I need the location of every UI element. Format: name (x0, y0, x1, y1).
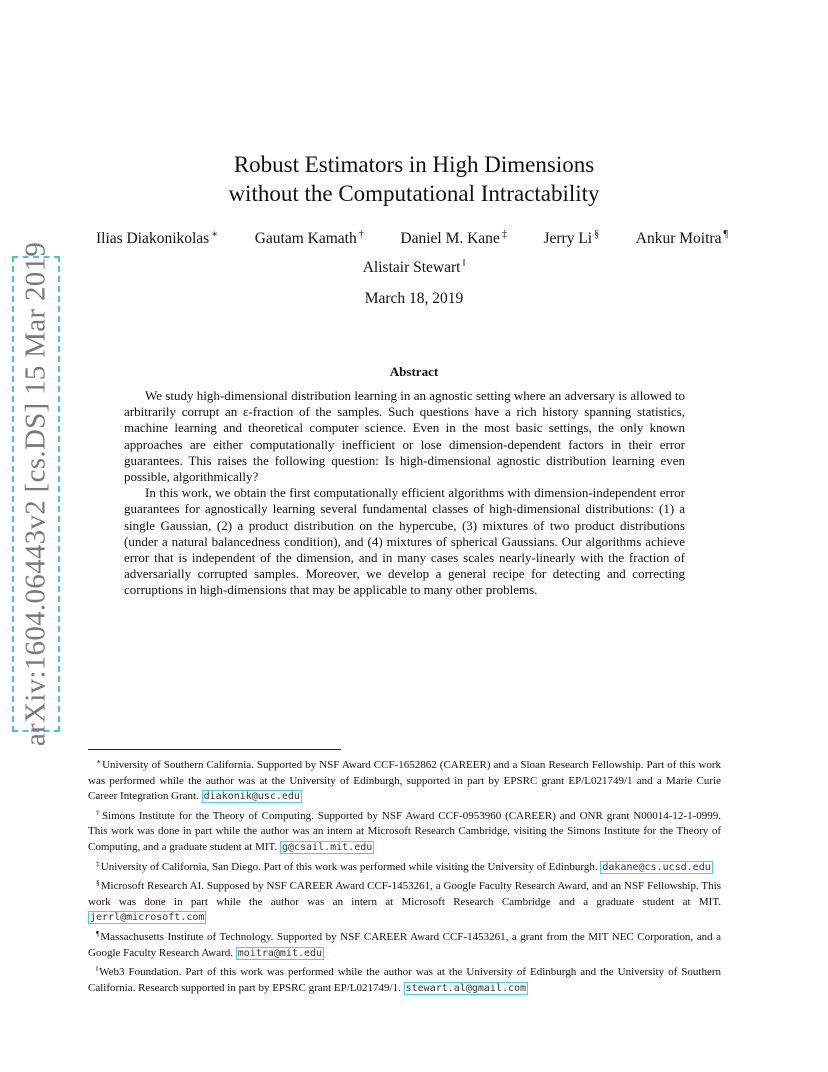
author-name: Daniel M. Kane (400, 230, 500, 247)
footnote (88, 754, 721, 805)
footnote-text: Simons Institute for the Theory of Computing. Supported by NSF Award CCF-0953960 (CAREER) and ONR grant N00014-12-1-0999. This work was done in part while the author was an intern at Microsoft Research Cambridge, visiting the Simons Institute for the Theory of Computing, and a graduate student at MIT. (88, 809, 721, 853)
author-name: Jerry Li (543, 230, 593, 247)
footnote-text: Web3 Foundation. Part of this work was performed while the author was at the University of Edinburgh and the University of Southern California. Research supported in part by EPSRC grant EP/L021749/1. (88, 966, 721, 994)
author-name: Ilias Diakonikolas (96, 230, 210, 247)
footnote-mark: ‡ (96, 858, 100, 868)
footnote-text: University of California, San Diego. Part of this work was performed while visiting the University of Edinburgh. (100, 860, 598, 873)
abstract-heading: Abstract (389, 364, 439, 379)
abstract-body (124, 388, 685, 599)
author-name: Gautam Kamath (254, 230, 357, 247)
footnote-mark: § (96, 878, 100, 888)
author-mark: ‡ (501, 229, 507, 240)
footnote-mark: ∗ (96, 757, 102, 766)
author (543, 229, 599, 248)
footnote (88, 805, 721, 856)
abstract-paragraph: We study high-dimensional distribution learning in an agnostic setting where an adversary is allowed to arbitrarily corrupt an ε-fraction of the samples. Such questions have a rich history spanning statistics, machine learning and theoretical computer science. Even in the most basic settings, the only known approaches are either computationally inefficient or lose dimension-dependent factors in their error guarantees. This raises the following question: Is high-dimensional agnostic distribution learning even possible, algorithmically? (124, 388, 685, 485)
email-link[interactable]: stewart.al@gmail.com (405, 982, 527, 994)
author-list (96, 229, 728, 248)
author-name: Alistair Stewart (362, 259, 461, 276)
footnote-mark: ¶ (96, 928, 100, 938)
author (0, 258, 828, 277)
email-link[interactable]: dakane@cs.ucsd.edu (602, 861, 711, 873)
footnote-text: University of Southern California. Supported by NSF Award CCF-1652862 (CAREER) and a Sloan Research Fellowship. Part of this work was performed while the author was at the University of Edinburgh, supported in part by EPSRC grant EP/L021749/1 and a Marie Curie Career Integration Grant. (88, 759, 721, 803)
paper-title (0, 150, 828, 208)
title-line-1: Robust Estimators in High Dimensions (233, 152, 595, 177)
footnote-text: Microsoft Research AI. Supposed by NSF CAREER Award CCF-1453261, a Google Faculty Research Award, and an NSF Fellowship. This work was done in part while the author was an intern at Microsoft Research Cambridge and a graduate student at MIT. (88, 880, 721, 908)
footnote-text: Massachusetts Institute of Technology. Supported by NSF CAREER Award CCF-1453261, a grant from the MIT NEC Corporation, and a Google Faculty Research Award. (88, 930, 721, 959)
footnotes (88, 754, 721, 996)
footnote (88, 856, 721, 876)
author-mark: ‖ (462, 258, 466, 269)
footnote-mark: ‖ (96, 964, 99, 974)
author (96, 229, 218, 248)
footnote-rule (88, 749, 341, 750)
author-name: Ankur Moitra (635, 230, 722, 247)
arxiv-identifier-stamp[interactable] (12, 241, 60, 747)
footnote (88, 875, 721, 926)
author-mark: ∗ (211, 229, 219, 240)
author-mark: † (358, 229, 364, 240)
publication-date: March 18, 2019 (364, 290, 464, 307)
footnote (88, 926, 721, 961)
author (400, 229, 506, 248)
title-line-2: without the Computational Intractability (228, 181, 600, 206)
email-link[interactable]: jerrl@microsoft.com (90, 912, 205, 924)
author (636, 229, 728, 248)
author-mark: ¶ (723, 229, 728, 240)
footnote (88, 961, 721, 996)
email-link[interactable]: moitra@mit.edu (237, 947, 323, 959)
email-link[interactable]: g@csail.mit.edu (281, 841, 373, 853)
arxiv-identifier-text: arXiv:1604.06443v2 [cs.DS] 15 Mar 2019 (19, 241, 52, 747)
author-mark: § (594, 229, 600, 240)
author (255, 229, 364, 248)
abstract-paragraph: In this work, we obtain the first computationally efficient algorithms with dimension-independent error guarantees for agnostically learning several fundamental classes of high-dimensional distributions: (1) a single Gaussian, (2) a product distribution on the hypercube, (3) mixtures of two product distributions (under a natural balancedness condition), and (4) mixtures of spherical Gaussians. Our algorithms achieve error that is independent of the dimension, and in many cases scales nearly-linearly with the fraction of adversarially corrupted samples. Moreover, we develop a general recipe for detecting and correcting corruptions in high-dimensions that may be applicable to many other problems. (124, 485, 685, 598)
email-link[interactable]: diakonik@usc.edu (203, 791, 300, 803)
footnote-mark: † (96, 807, 101, 817)
